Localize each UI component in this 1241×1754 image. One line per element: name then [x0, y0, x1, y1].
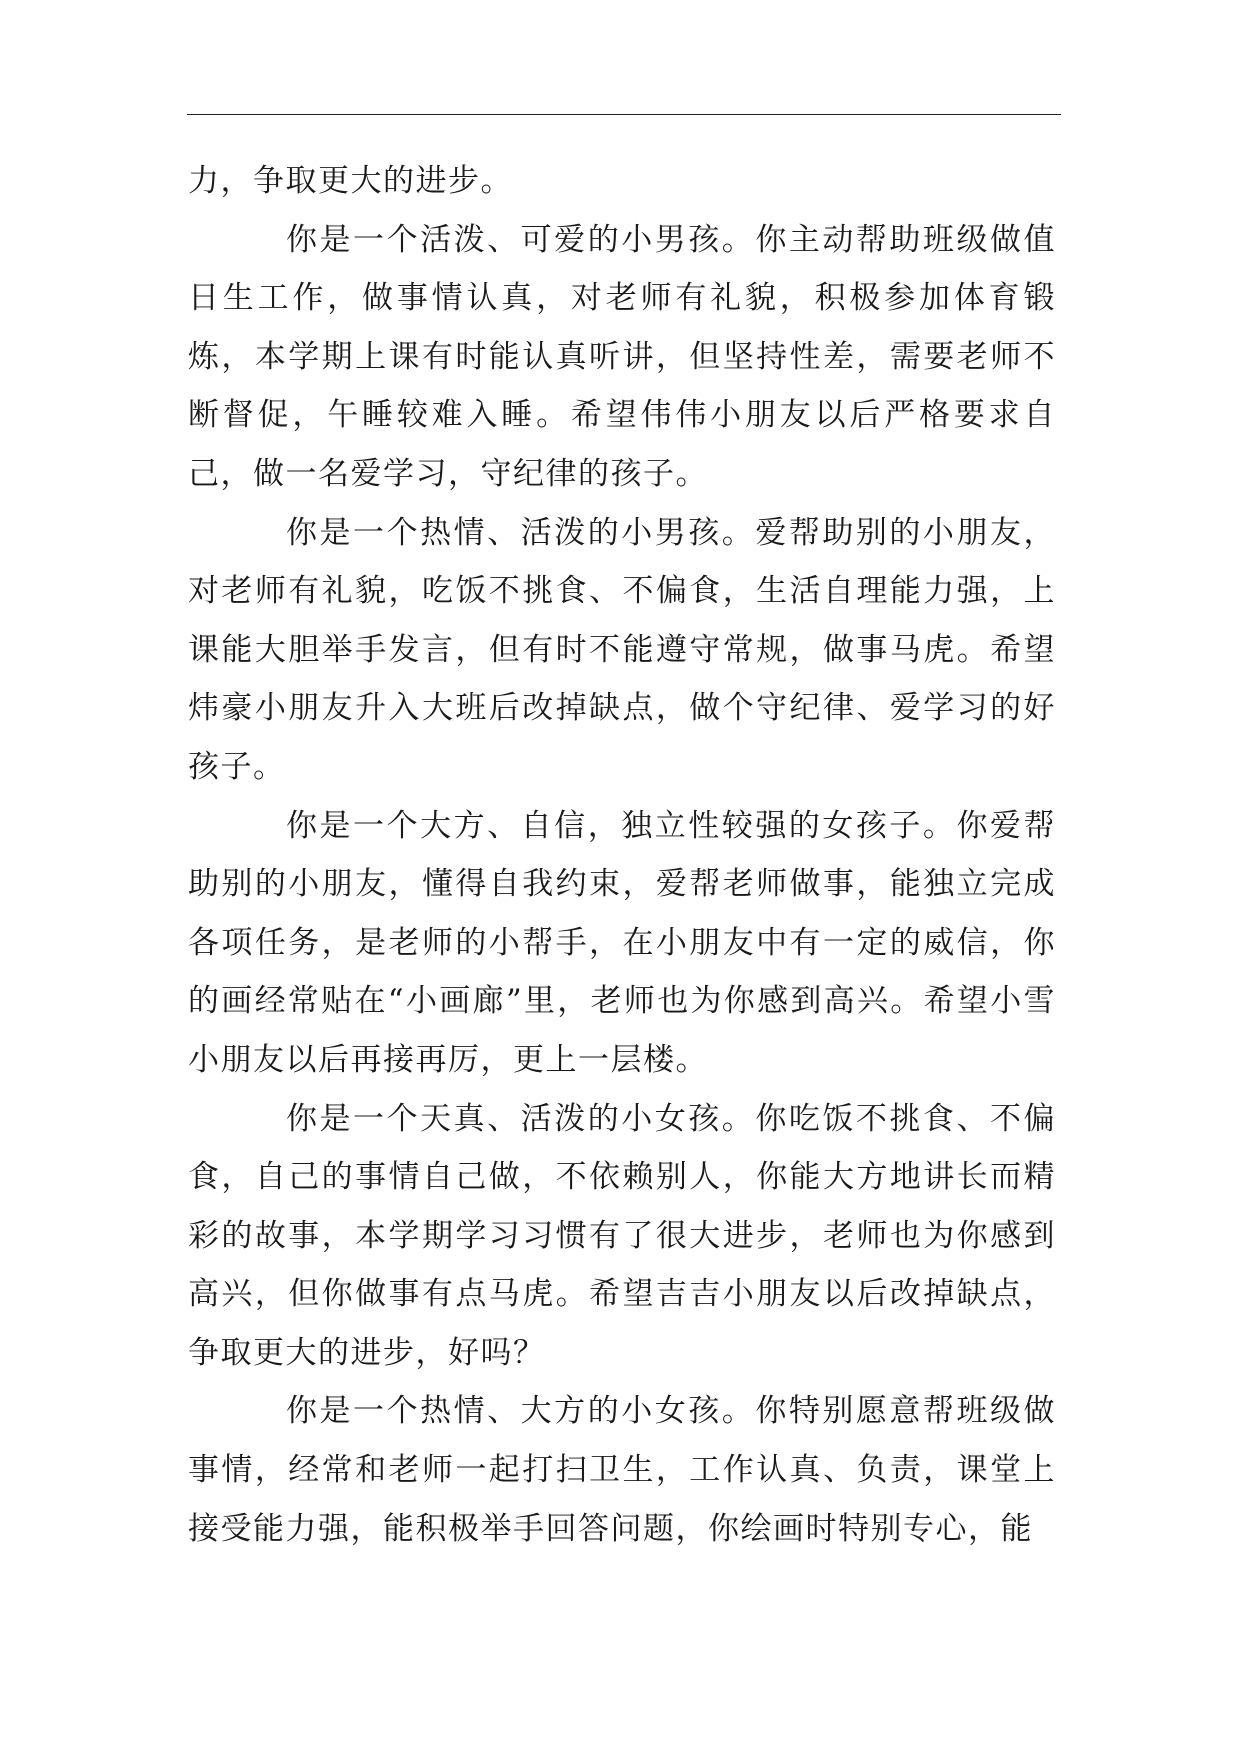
document-body [188, 152, 1056, 1558]
paragraph-comment-girl: 你是一个热情、大方的小女孩。你特别愿意帮班级做事情，经常和老师一起打扫卫生，工作认真、负责，课堂上接受能力强，能积极举手回答问题，你绘画时特别专心，能 [188, 1393, 1056, 1547]
header-rule [187, 114, 1061, 115]
paragraph-comment-weiwei: 你是一个活泼、可爱的小男孩。你主动帮助班级做值日生工作，做事情认真，对老师有礼貌，积极参加体育锻炼，本学期上课有时能认真听讲，但坚持性差，需要老师不断督促，午睡较难入睡。希望伟伟小朋友以后严格要求自己，做一名爱学习，守纪律的孩子。 [188, 221, 1056, 492]
paragraph-continuation: 力，争取更大的进步。 [188, 163, 513, 199]
paragraph-comment-xiaoxue: 你是一个大方、自信，独立性较强的女孩子。你爱帮助别的小朋友，懂得自我约束，爱帮老师做事，能独立完成各项任务，是老师的小帮手，在小朋友中有一定的威信，你的画经常贴在“小画廊”里，老师也为你感到高兴。希望小雪小朋友以后再接再厉，更上一层楼。 [188, 807, 1056, 1078]
paragraph-comment-weihao: 你是一个热情、活泼的小男孩。爱帮助别的小朋友，对老师有礼貌，吃饭不挑食、不偏食，生活自理能力强，上课能大胆举手发言，但有时不能遵守常规，做事马虎。希望炜豪小朋友升入大班后改掉缺点，做个守纪律、爱学习的好孩子。 [188, 514, 1056, 785]
paragraph-comment-jiji: 你是一个天真、活泼的小女孩。你吃饭不挑食、不偏食，自己的事情自己做，不依赖别人，你能大方地讲长而精彩的故事，本学期学习习惯有了很大进步，老师也为你感到高兴，但你做事有点马虎。希望吉吉小朋友以后改掉缺点，争取更大的进步，好吗？ [188, 1100, 1056, 1371]
